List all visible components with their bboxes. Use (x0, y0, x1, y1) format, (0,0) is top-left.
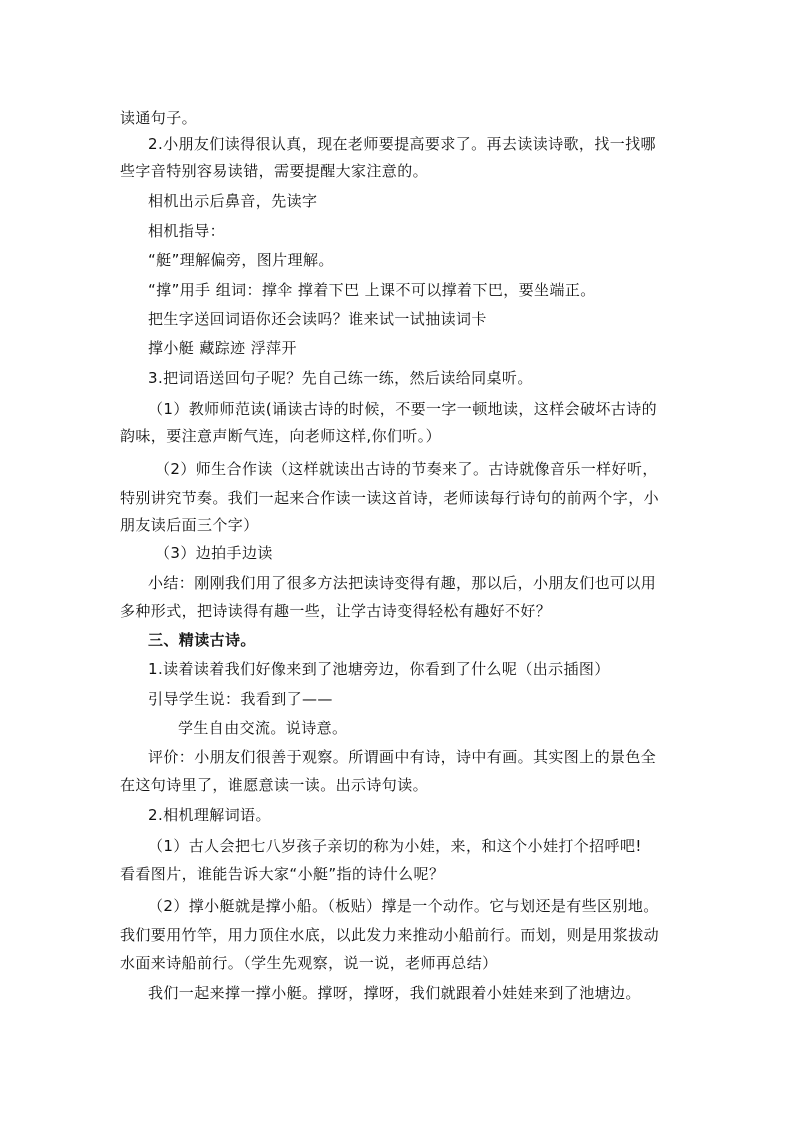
text-line: 1.读着读着我们好像来到了池塘旁边，你看到了什么呢（出示插图） (148, 660, 610, 678)
text-line: 相机出示后鼻音，先读字 (148, 192, 318, 210)
text-line: （3）边拍手边读 (155, 544, 273, 562)
text-line: 我们要用竹竿，用力顶住水底，以此发力来推动小船前行。而划，则是用浆拔动 (120, 926, 660, 944)
text-line: 把生字送回词语你还会读吗？谁来试一试抽读词卡 (148, 310, 487, 328)
text-line: 特别讲究节奏。我们一起来合作读一读这首诗，老师读每行诗句的前两个字，小 (120, 489, 660, 507)
text-line: 我们一起来撑一撑小艇。撑呀，撑呀，我们就跟着小娃娃来到了池塘边。 (148, 984, 641, 1002)
text-line: 相机指导： (148, 222, 226, 240)
text-line: 韵味，要注意声断气连，向老师这样,你们听。） (120, 427, 442, 445)
text-line: “艇”理解偏旁，图片理解。 (148, 251, 334, 269)
text-line: （1）古人会把七八岁孩子亲切的称为小娃，来，和这个小娃打个招呼吧! (148, 837, 642, 855)
text-line: 评价：小朋友们很善于观察。所谓画中有诗，诗中有画。其实图上的景色全 (148, 748, 657, 766)
section-heading: 三、精读古诗。 (148, 631, 256, 649)
text-line: 在这句诗里了，谁愿意读一读。出示诗句读。 (120, 776, 429, 794)
text-line: 多种形式，把诗读得有趣一些，让学古诗变得轻松有趣好不好？ (120, 602, 552, 620)
text-line: 3.把词语送回句子呢？先自己练一练，然后读给同桌听。 (148, 369, 533, 387)
text-line: “撑”用手 组词：撑伞 撑着下巴 上课不可以撑着下巴，要坐端正。 (148, 281, 596, 299)
text-line: 2.相机理解词语。 (148, 806, 271, 824)
text-line: 读通句子。 (120, 109, 198, 127)
text-line: 朋友读后面三个字） (120, 516, 259, 534)
text-line: 些字音特别容易读错，需要提醒大家注意的。 (120, 162, 429, 180)
text-line: （2）撑小艇就是撑小船。（板贴）撑是一个动作。它与划还是有些区别地。 (148, 897, 659, 915)
text-line: 小结：刚刚我们用了很多方法把读诗变得有趣，那以后，小朋友们也可以用 (148, 574, 657, 592)
text-line: 水面来诗船前行。（学生先观察，说一说，老师再总结） (120, 954, 498, 972)
text-line: （2）师生合作读（这样就读出古诗的节奏来了。古诗就像音乐一样好听， (155, 460, 658, 478)
text-line: 2.小朋友们读得很认真，现在老师要提高要求了。再去读读诗歌，找一找哪 (148, 135, 656, 153)
text-line: 撑小艇 藏踪迹 浮萍开 (148, 339, 297, 357)
text-line: 看看图片，谁能告诉大家“小艇”指的诗什么呢？ (120, 865, 445, 883)
text-line: （1）教师师范读(诵读古诗的时候，不要一字一顿地读，这样会破坏古诗的 (148, 400, 657, 418)
text-line: 引导学生说：我看到了—— (148, 690, 333, 708)
text-line: 学生自由交流。说诗意。 (178, 719, 348, 737)
